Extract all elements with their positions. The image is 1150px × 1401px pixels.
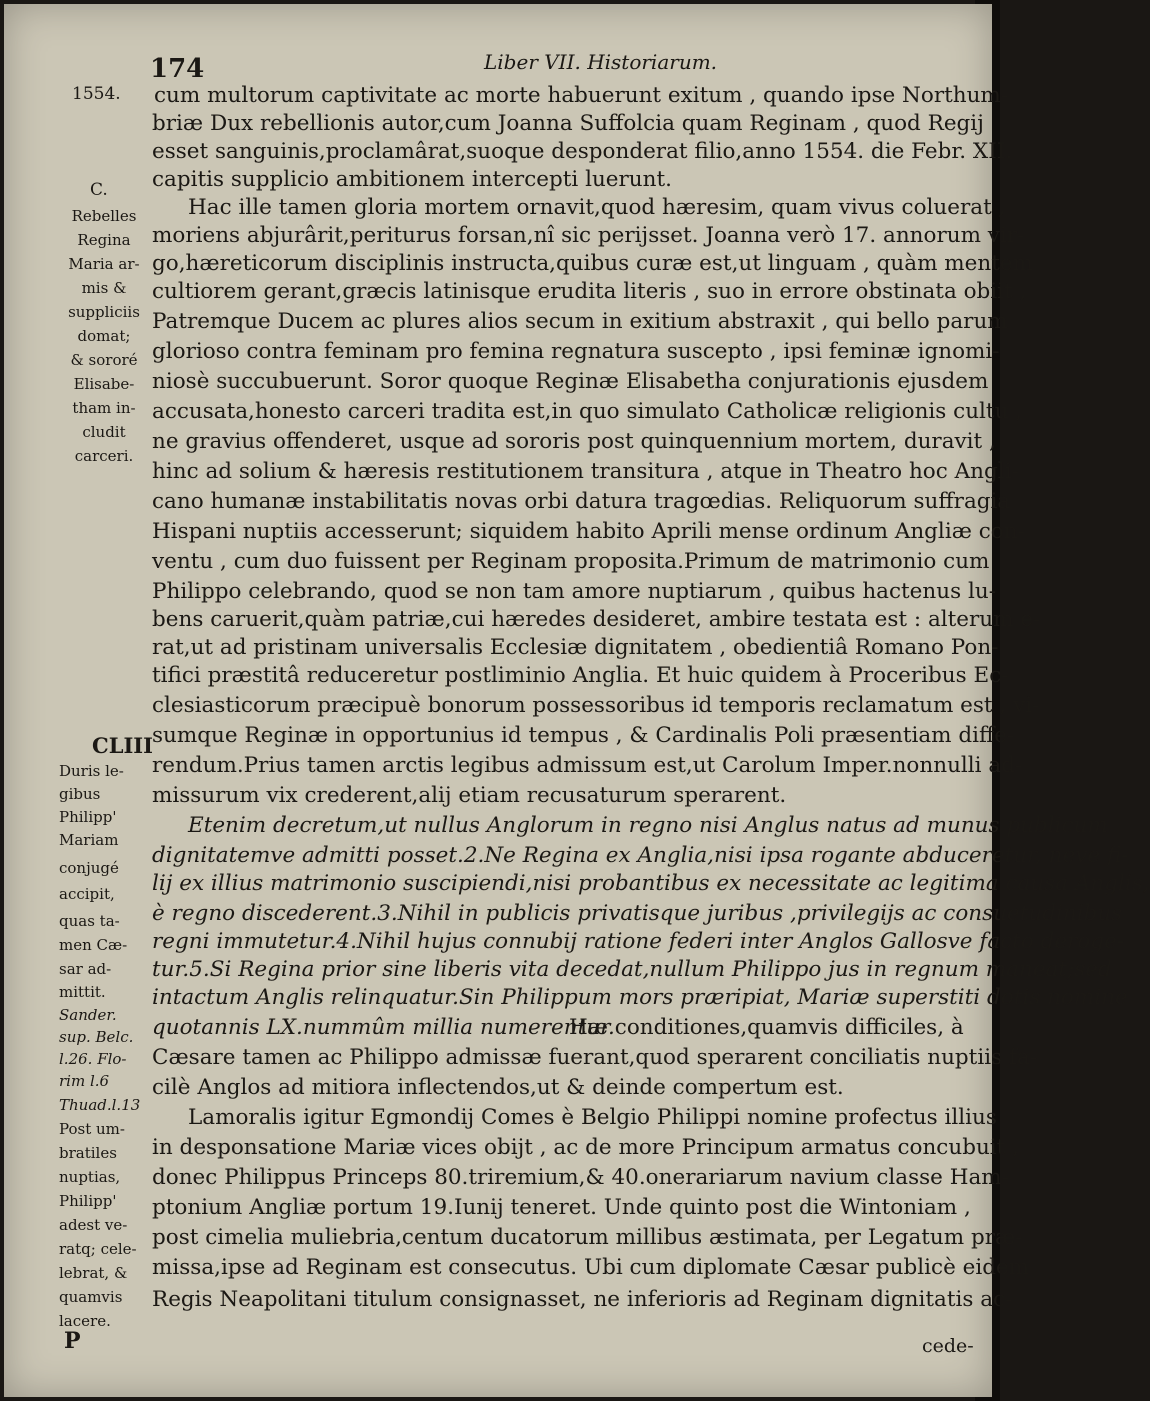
margin-ref-line: sup. Belc. [59, 1028, 134, 1046]
page-scan [4, 4, 1150, 1397]
body-line: Lamoralis igitur Egmondij Comes è Belgio Philippi nomine profectus illius [188, 1105, 997, 1130]
signature-mark: P [64, 1328, 81, 1354]
margin-note-3-line: Post um- [59, 1120, 125, 1138]
decree-line: dignitatemve admitti posset.2.Ne Regina ex Anglia,nisi ipsa rogante abduceretur, neve fi- [152, 843, 1129, 868]
page-number: 174 [150, 54, 205, 84]
margin-note-3-line: nuptias, [59, 1168, 121, 1186]
body-line: donec Philippus Princeps 80.triremium,& 40.onerariarum navium classe Ham- [152, 1165, 1009, 1190]
body-line: Cæsare tamen ac Philippo admissæ fuerant,quod sperarent conciliatis nuptiis fa- [152, 1045, 1037, 1070]
body-line: Hæ conditiones,quamvis difficiles, à [569, 1015, 964, 1040]
margin-note-1-line: tham in- [72, 399, 136, 417]
body-line: cum multorum captivitate ac morte habuerunt exitum , quando ipse Northum- [154, 83, 1009, 108]
decree-line: tur.5.Si Regina prior sine liberis vita decedat,nullum Philippo jus in regnum maneat;sed [152, 957, 1112, 982]
margin-note-1-line: suppliciis [68, 303, 140, 321]
decree-line: lij ex illius matrimonio suscipiendi,nisi probantibus ex necessitate ac legitima causa Anglis, [152, 871, 1150, 896]
margin-note-2-line: men Cæ- [59, 936, 128, 954]
body-line: Hispani nuptiis accesserunt; siquidem habito Aprili mense ordinum Angliæ con- [152, 519, 1025, 544]
margin-ref-line: Sander. [59, 1006, 117, 1024]
decree-line: è regno discederent.3.Nihil in publicis privatisque juribus ,privilegijs ac consuetudinibus [152, 901, 1123, 926]
section-mark-cliii: CLIII [92, 733, 153, 758]
margin-note-1-line: Maria ar- [68, 255, 140, 273]
margin-note-2-line: Mariam [59, 831, 119, 849]
body-line: post cimelia muliebria,centum ducatorum millibus æstimata, per Legatum præ- [152, 1225, 1023, 1250]
body-line: Philippo celebrando, quod se non tam amore nuptiarum , quibus hactenus lu- [152, 579, 996, 604]
margin-note-3-line: Philipp' [59, 1192, 117, 1210]
margin-note-3-line: adest ve- [59, 1216, 128, 1234]
body-line: missa,ipse ad Reginam est consecutus. Ubi cum diplomate Cæsar publicè eidem [152, 1255, 1030, 1280]
margin-note-1-line: Rebelles [71, 207, 137, 225]
margin-ref-line: rim l.6 [59, 1072, 110, 1090]
margin-note-1-line: Elisabe- [73, 375, 135, 393]
body-line: rendum.Prius tamen arctis legibus admissum est,ut Carolum Imper.nonnulli ad- [152, 753, 1023, 778]
body-line: rat,ut ad pristinam universalis Ecclesiæ dignitatem , obedientiâ Romano Pon- [152, 635, 999, 660]
margin-note-2-line: mittit. [59, 983, 106, 1001]
margin-note-2-line: quas ta- [59, 912, 120, 930]
body-line: glorioso contra feminam pro femina regnatura suscepto , ipsi feminæ ignomi- [152, 339, 1000, 364]
body-line: Patremque Ducem ac plures alios secum in exitium abstraxit , qui bello parum [152, 309, 1008, 334]
margin-note-1-line: Regina [77, 231, 131, 249]
body-line: hinc ad solium & hæresis restitutionem transitura , atque in Theatro hoc Angli- [152, 459, 1019, 484]
section-mark-c: C. [90, 180, 108, 200]
body-line: capitis supplicio ambitionem intercepti luerunt. [152, 167, 672, 192]
body-line: Hac ille tamen gloria mortem ornavit,quod hæresim, quam vivus coluerat , [188, 195, 1006, 220]
body-line: tifici præstitâ reduceretur postliminio Anglia. Et huic quidem à Proceribus Ec- [152, 663, 1009, 688]
margin-note-2-line: Philipp' [59, 808, 117, 826]
margin-ref-line: Thuad.l.13 [59, 1096, 141, 1114]
body-line: sumque Reginæ in opportunius id tempus , & Cardinalis Poli præsentiam diffe- [152, 723, 1015, 748]
body-line: cilè Anglos ad mitiora inflectendos,ut & deinde compertum est. [152, 1075, 844, 1100]
body-line: cultiorem gerant,græcis latinisque erudita literis , suo in errore obstinata obiit , [152, 279, 1027, 304]
margin-note-3-line: ratq; cele- [59, 1240, 137, 1258]
margin-note-3-line: lebrat, & [59, 1264, 128, 1282]
body-line: niosè succubuerunt. Soror quoque Reginæ Elisabetha conjurationis ejusdem [152, 369, 989, 394]
body-line: cano humanæ instabilitatis novas orbi datura tragœdias. Reliquorum suffragia [152, 489, 1011, 514]
margin-note-2-line: conjugé [59, 859, 119, 877]
body-line: esset sanguinis,proclamârat,suoque desponderat filio,anno 1554. die Febr. XII. [152, 139, 1013, 164]
body-line: ptonium Angliæ portum 19.Iunij teneret. Unde quinto post die Wintoniam , [152, 1195, 971, 1220]
body-line: Regis Neapolitani titulum consignasset, ne inferioris ad Reginam dignitatis ac- [152, 1287, 1013, 1312]
margin-note-2-line: accipit, [59, 885, 115, 903]
catchword: cede- [922, 1335, 974, 1357]
body-line: go,hæreticorum disciplinis instructa,quibus curæ est,ut linguam , quàm mentem [152, 251, 1033, 276]
decree-line: intactum Anglis relinquatur.Sin Philippum mors præripiat, Mariæ superstiti dotis nomine [152, 985, 1128, 1010]
margin-note-2-line: gibus [59, 785, 101, 803]
decree-line: Etenim decretum,ut nullus Anglorum in regno nisi Anglus natus ad munus publicum [188, 813, 1108, 838]
margin-note-3-line: quamvis [59, 1288, 123, 1306]
margin-note-3-line: bratiles [59, 1144, 117, 1162]
margin-note-1-line: carceri. [74, 447, 134, 465]
body-line: briæ Dux rebellionis autor,cum Joanna Suffolcia quam Reginam , quod Regij [152, 111, 984, 136]
margin-note-2-line: sar ad- [59, 960, 112, 978]
body-line: bens caruerit,quàm patriæ,cui hæredes desideret, ambire testata est : alterum e- [152, 607, 1041, 632]
body-line: in desponsatione Mariæ vices obijt , ac de more Principum armatus concubuit , [152, 1135, 1019, 1160]
body-line: missurum vix crederent,alij etiam recusaturum sperarent. [152, 783, 787, 808]
margin-year: 1554. [72, 84, 121, 104]
margin-note-3-line: lacere. [59, 1312, 111, 1330]
margin-note-1-line: cludit [82, 423, 126, 441]
margin-note-1-line: domat; [77, 327, 131, 345]
body-line: ne gravius offenderet, usque ad sororis post quinquennium mortem, duravit , [152, 429, 996, 454]
body-line: moriens abjurârit,periturus forsan,nî sic perijsset. Joanna verò 17. annorum vir- [152, 223, 1025, 248]
decree-line: quotannis LX.nummûm millia numerentur. [152, 1015, 615, 1040]
decree-line: regni immutetur.4.Nihil hujus connubij ratione federi inter Anglos Gallosve facto deroge- [152, 929, 1125, 954]
body-line: accusata,honesto carceri tradita est,in quo simulato Catholicæ religionis cultu , [152, 399, 1023, 424]
running-head: Liber VII. Historiarum. [484, 50, 718, 74]
margin-ref-line: l.26. Flo- [59, 1050, 127, 1068]
body-line: ventu , cum duo fuissent per Reginam proposita.Primum de matrimonio cum [152, 549, 990, 574]
margin-note-1-line: & sororé [70, 351, 138, 369]
body-line: clesiasticorum præcipuè bonorum possessoribus id temporis reclamatum est , vi- [152, 693, 1040, 718]
margin-note-2-line: Duris le- [59, 762, 124, 780]
margin-note-1-line: mis & [81, 279, 127, 297]
